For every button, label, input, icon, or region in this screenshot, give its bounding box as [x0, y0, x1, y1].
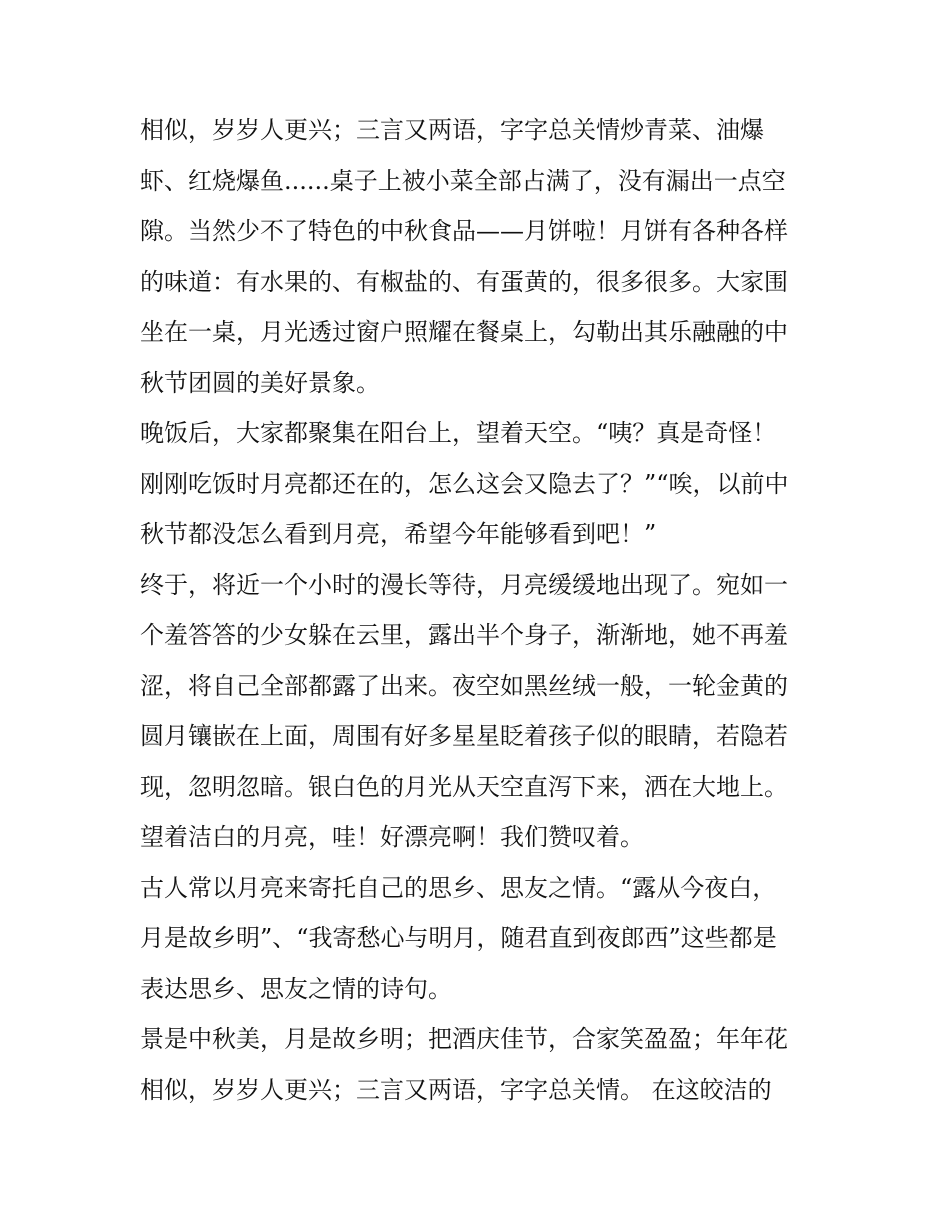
text-line: 表达思乡、思友之情的诗句。 [140, 975, 452, 1003]
text-line: 涩，将自己全部都露了出来。夜空如黑丝绒一般，一轮金黄的 [140, 672, 788, 700]
text-line: 现，忽明忽暗。银白色的月光从天空直泻下来，洒在大地上。 [140, 773, 788, 801]
text-line: 相似，岁岁人更兴；三言又两语，字字总关情炒青菜、油爆 [140, 116, 764, 144]
text-line: 秋节团圆的美好景象。 [140, 369, 380, 397]
text-line: 古人常以月亮来寄托自己的思乡、思友之情。“露从今夜白， [140, 874, 777, 902]
text-line: 圆月镶嵌在上面，周围有好多星星眨着孩子似的眼睛，若隐若 [140, 722, 788, 750]
text-line: 望着洁白的月亮，哇！好漂亮啊！我们赞叹着。 [140, 823, 644, 851]
text-line: 月是故乡明”、“我寄愁心与明月，随君直到夜郎西”这些都是 [140, 924, 777, 952]
text-line: 刚刚吃饭时月亮都还在的，怎么这会又隐去了？”“唉，以前中 [140, 470, 789, 498]
text-line: 秋节都没怎么看到月亮，希望今年能够看到吧！” [140, 520, 657, 548]
text-line: 的味道：有水果的、有椒盐的、有蛋黄的，很多很多。大家围 [140, 268, 788, 296]
text-line: 终于，将近一个小时的漫长等待，月亮缓缓地出现了。宛如一 [140, 571, 788, 599]
text-line: 坐在一桌，月光透过窗户照耀在餐桌上，勾勒出其乐融融的中 [140, 318, 788, 346]
text-line: 相似，岁岁人更兴；三言又两语，字字总关情。 在这皎洁的 [140, 1076, 772, 1104]
text-line: 虾、红烧爆鱼......桌子上被小菜全部占满了，没有漏出一点空 [140, 167, 786, 195]
text-line: 晚饭后，大家都聚集在阳台上，望着天空。“咦？真是奇怪！ [140, 419, 777, 447]
text-line: 个羞答答的少女躲在云里，露出半个身子，渐渐地，她不再羞 [140, 621, 788, 649]
text-line: 隙。当然少不了特色的中秋食品——月饼啦！月饼有各种各样 [140, 217, 788, 245]
text-line: 景是中秋美，月是故乡明；把酒庆佳节，合家笑盈盈；年年花 [140, 1025, 788, 1053]
